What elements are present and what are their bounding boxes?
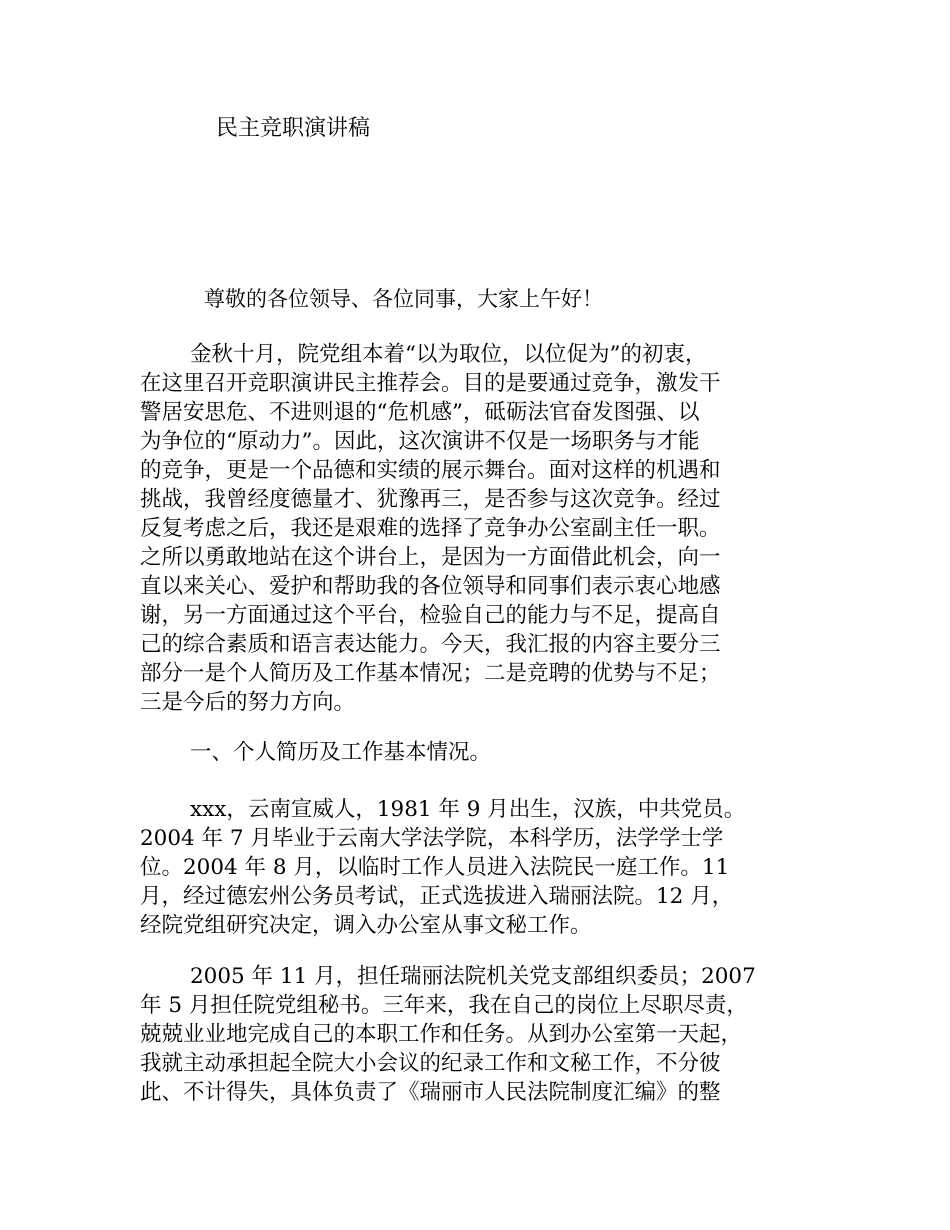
text-line: 2004 年 7 月毕业于云南大学法学院，本科学历，法学学士学 (140, 826, 724, 851)
text-line: 年 5 月担任院党组秘书。三年来，我在自己的岗位上尽职尽责， (140, 993, 748, 1018)
text-line: 位。2004 年 8 月，以临时工作人员进入法院民一庭工作。11 (140, 855, 730, 880)
text-line: 兢兢业业地完成自己的本职工作和任务。从到办公室第一天起， (140, 1022, 743, 1047)
text-line: 之所以勇敢地站在这个讲台上，是因为一方面借此机会，向一 (140, 545, 721, 570)
text-line: 金秋十月，院党组本着“以为取位，以位促为”的初衷， (190, 342, 707, 367)
text-line: 月，经过德宏州公务员考试，正式选拔进入瑞丽法院。12 月， (140, 884, 734, 909)
text-line: xxx，云南宣威人，1981 年 9 月出生，汉族，中共党员。 (190, 797, 746, 822)
greeting: 尊敬的各位领导、各位同事，大家上午好！ (204, 287, 603, 311)
text-line: 为争位的“原动力”。因此，这次演讲不仅是一场职务与才能 (140, 429, 700, 454)
paragraph-career (140, 962, 840, 1107)
section-heading (140, 738, 840, 767)
text-line: 直以来关心、爱护和帮助我的各位领导和同事们表示衷心地感 (140, 574, 721, 599)
document-title: 民主竞职演讲稿 (216, 116, 371, 141)
section-heading-text: 一、个人简历及工作基本情况。 (190, 740, 492, 765)
text-line: 的竞争，更是一个品德和实绩的展示舞台。面对这样的机遇和 (140, 458, 721, 483)
text-line: 我就主动承担起全院大小会议的纪录工作和文秘工作，不分彼 (140, 1051, 721, 1076)
text-line: 反复考虑之后，我还是艰难的选择了竞争办公室副主任一职。 (140, 516, 721, 541)
text-line: 在这里召开竞职演讲民主推荐会。目的是要通过竞争，激发干 (140, 371, 721, 396)
text-line: 经院党组研究决定，调入办公室从事文秘工作。 (140, 913, 592, 938)
text-line: 谢，另一方面通过这个平台，检验自己的能力与不足，提高自 (140, 603, 721, 628)
paragraph-opening (140, 340, 840, 717)
text-line: 2005 年 11 月，担任瑞丽法院机关党支部组织委员；2007 (190, 964, 756, 989)
text-line: 己的综合素质和语言表达能力。今天，我汇报的内容主要分三 (140, 632, 721, 657)
text-line: 此、不计得失，具体负责了《瑞丽市人民法院制度汇编》的整 (140, 1080, 721, 1105)
text-line: 部分一是个人简历及工作基本情况；二是竞聘的优势与不足； (140, 661, 721, 686)
text-line: 三是今后的努力方向。 (140, 690, 356, 715)
text-line: 挑战，我曾经度德量才、犹豫再三，是否参与这次竞争。经过 (140, 487, 721, 512)
text-line: 警居安思危、不进则退的“危机感”，砥砺法官奋发图强、以 (140, 400, 700, 425)
paragraph-profile (140, 795, 840, 940)
